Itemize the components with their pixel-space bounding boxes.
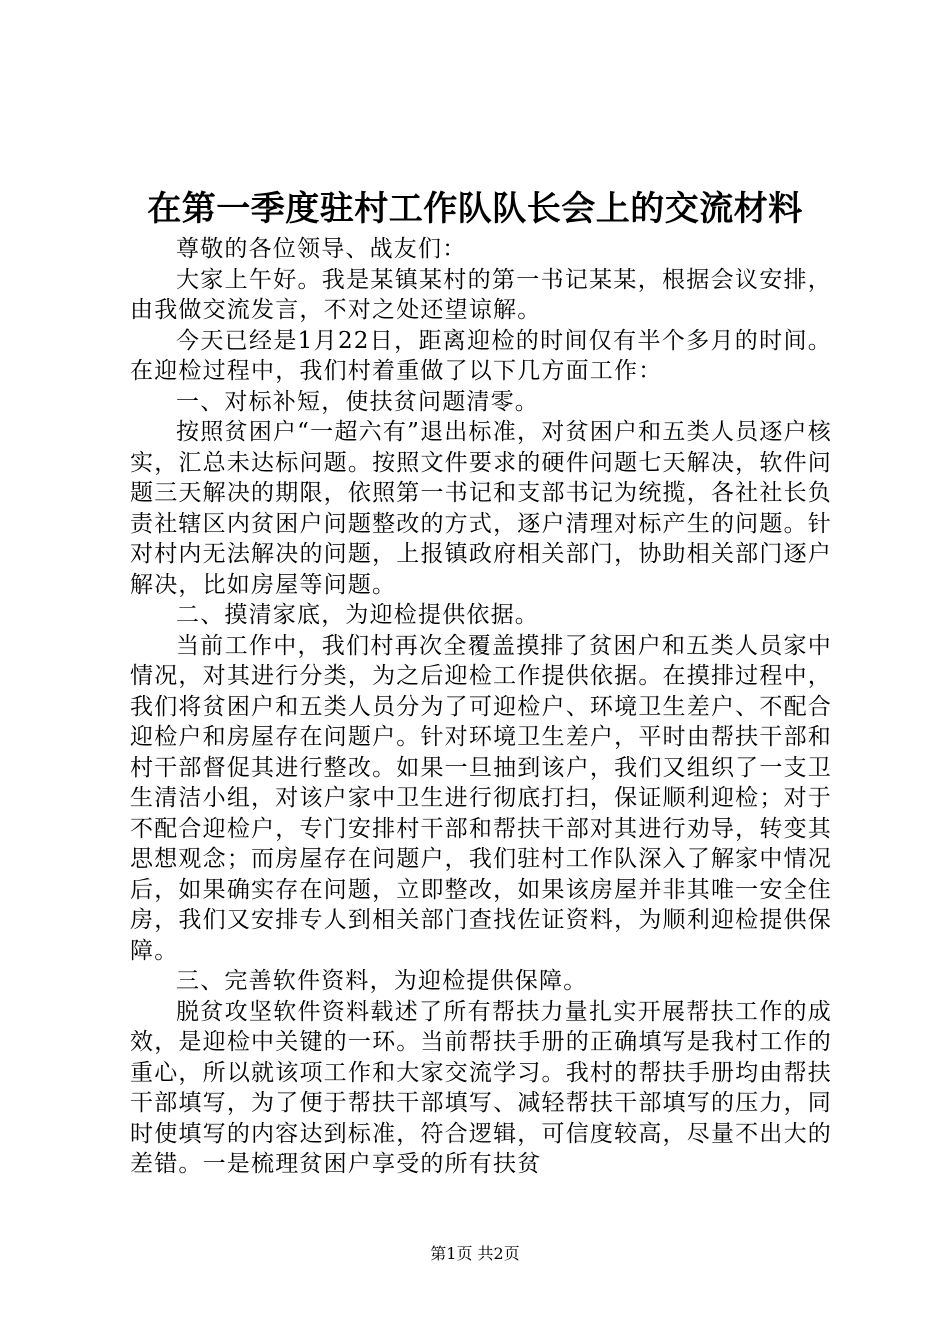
paragraph-intro: 今天已经是1月22日，距离迎检的时间仅有半个多月的时间。在迎检过程中，我们村着重做了以下几方面工作：	[130, 327, 832, 384]
paragraph-section-3: 脱贫攻坚软件资料载述了所有帮扶力量扎实开展帮扶工作的成效，是迎检中关键的一环。当前帮扶手册的正确填写是我村工作的重心，所以就该项工作和大家交流学习。我村的帮扶手册均由帮扶干部填写，为了便于帮扶干部填写、减轻帮扶干部填写的压力，同时使填写的内容达到标准，符合逻辑，可信度较高，尽量不出大的差错。一是梳理贫困户享受的所有扶贫	[130, 998, 832, 1177]
paragraph-section-2: 当前工作中，我们村再次全覆盖摸排了贫困户和五类人员家中情况，对其进行分类，为之后迎检工作提供依据。在摸排过程中，我们将贫困户和五类人员分为了可迎检户、环境卫生差户、不配合迎检户和房屋存在问题户。针对环境卫生差户，平时由帮扶干部和村干部督促其进行整改。如果一旦抽到该户，我们又组织了一支卫生清洁小组，对该户家中卫生进行彻底打扫，保证顺利迎检；对于不配合迎检户，专门安排村干部和帮扶干部对其进行劝导，转变其思想观念；而房屋存在问题户，我们驻村工作队深入了解家中情况后，如果确实存在问题，立即整改，如果该房屋并非其唯一安全住房，我们又安排专人到相关部门查找佐证资料，为顺利迎检提供保障。	[130, 632, 832, 964]
section-heading-3: 三、完善软件资料，为迎检提供保障。	[176, 968, 588, 994]
document-body	[130, 234, 832, 1180]
section-heading-2: 二、摸清家底，为迎检提供依据。	[176, 602, 539, 628]
paragraph-greeting: 大家上午好。我是某镇某村的第一书记某某，根据会议安排，由我做交流发言，不对之处还望谅解。	[130, 266, 832, 323]
paragraph-salutation: 尊敬的各位领导、战友们：	[176, 236, 467, 262]
page-footer: 第1页 共2页	[430, 1244, 520, 1263]
document-title: 在第一季度驻村工作队队长会上的交流材料	[147, 189, 803, 229]
section-heading-1: 一、对标补短，使扶贫问题清零。	[176, 388, 539, 415]
paragraph-section-1: 按照贫困户“一超六有”退出标准，对贫困户和五类人员逐户核实，汇总未达标问题。按照文件要求的硬件问题七天解决，软件问题三天解决的期限，依照第一书记和支部书记为统揽，各社社长负责社辖区内贫困户问题整改的方式，逐户清理对标产生的问题。针对村内无法解决的问题，上报镇政府相关部门，协助相关部门逐户解决，比如房屋等问题。	[130, 419, 832, 598]
